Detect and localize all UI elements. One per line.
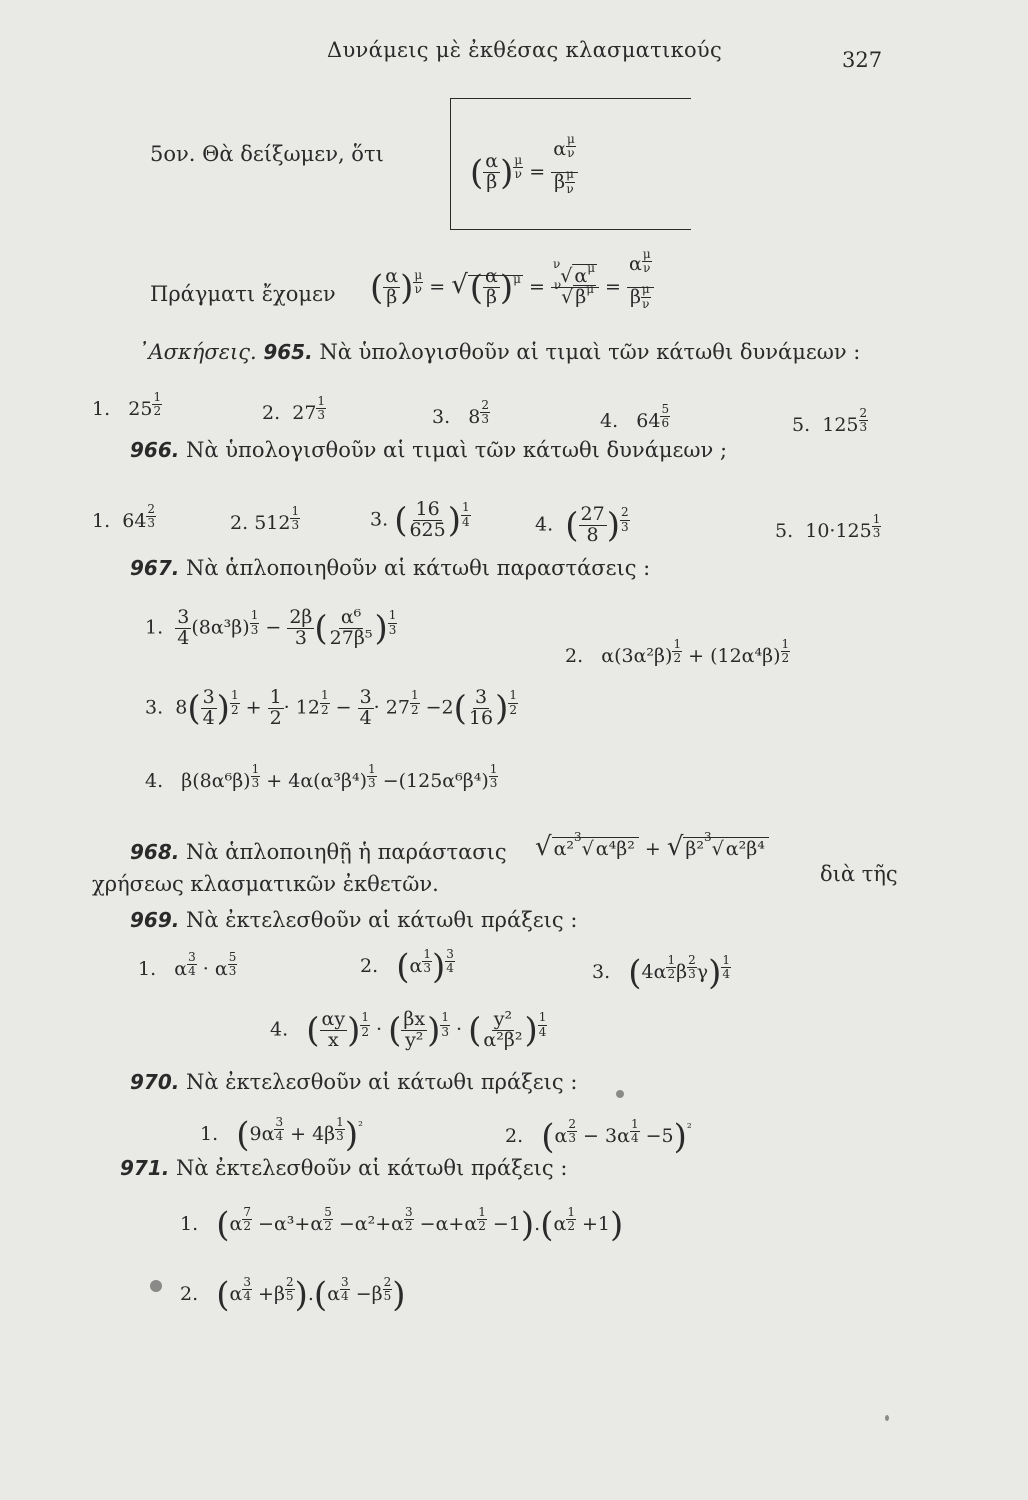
exercise-971-heading: 971. Νὰ ἐκτελεσθοῦν αἱ κάτωθι πράξεις :: [120, 1156, 568, 1180]
exercise-968-formula: √ α²$^3$√ α⁴β² + √ β²$^3$√ α²β⁴: [535, 832, 769, 862]
exercise-967-item-2: 2. α(3α²β) $\frac{1}{2}$ + (12α⁴β) $\frac{1}{2}$: [565, 637, 790, 667]
exercise-968-heading: 968. Νὰ ἁπλοποιηθῇ ἡ παράστασις: [130, 840, 507, 864]
scan-speck: [616, 1090, 624, 1098]
claim-line: [150, 142, 384, 166]
exercise-968-text: Νὰ ἁπλοποιηθῇ ἡ παράστασις: [186, 840, 507, 864]
running-header: Δυνάμεις μὲ ἐκθέσας κλασματικούς: [327, 38, 723, 62]
exercise-965-item-1: 1. 25 $\frac{1}{2}$: [92, 390, 162, 420]
scan-speck: [150, 1280, 162, 1292]
exercise-966-item-1: 1. 64 $\frac{2}{3}$: [92, 502, 156, 532]
exercise-967-item-4: 4. β(8α⁶β) $\frac{1}{3}$ + 4α(α³β⁴) $\frac{1}{3}$ −(125α⁶β⁴) $\frac{1}{3}$: [145, 762, 498, 792]
exercise-965-text: Νὰ ὑπολογισθοῦν αἱ τιμαὶ τῶν κάτωθι δυνάμεων :: [319, 340, 861, 364]
exercise-971-item-2: 2. (α $\frac{3}{4}$ +β $\frac{2}{5}$ ).(α $\frac{3}{4}$ −β $\frac{2}{5}$ ): [180, 1275, 406, 1315]
exercise-966-item-3: 3. ( $\frac{16}{625}$ ) $\frac{1}{4}$: [370, 498, 470, 541]
exercise-967-heading: 967. Νὰ ἁπλοποιηθοῦν αἱ κάτωθι παραστάσεις :: [130, 556, 651, 580]
exercise-965-heading: [138, 340, 860, 364]
exercise-970-text: Νὰ ἐκτελεσθοῦν αἱ κάτωθι πράξεις :: [186, 1070, 578, 1094]
exercise-968-tail: διὰ τῆς: [820, 862, 898, 886]
exercise-969-item-2: 2. (α $\frac{1}{3}$ ) $\frac{3}{4}$: [360, 947, 454, 987]
exercise-965-item-4: 4. 64 $\frac{5}{6}$: [600, 402, 670, 432]
page-number: 327: [842, 48, 883, 72]
exercise-965-item-5: 5. 125 $\frac{2}{3}$: [792, 406, 868, 436]
scan-speck: [885, 1415, 889, 1421]
exercise-971-text: Νὰ ἐκτελεσθοῦν αἱ κάτωθι πράξεις :: [176, 1156, 568, 1180]
exercise-968-line2: χρήσεως κλασματικῶν ἐκθετῶν.: [92, 872, 439, 896]
exercise-965-item-3: 3. 8 $\frac{2}{3}$: [432, 398, 489, 428]
exercise-966-text: Νὰ ὑπολογισθοῦν αἱ τιμαὶ τῶν κάτωθι δυνάμεων ;: [186, 438, 728, 462]
exercise-966-item-4: 4. ( $\frac{27}{8}$ ) $\frac{2}{3}$: [535, 503, 629, 546]
exercise-965-number: 965.: [263, 340, 313, 364]
theorem-formula: ( $\frac{\alpha}{\beta}$ ) $\frac{\mu}{\nu}$ = α $\frac{\mu}{\nu}$ β $\frac{\mu}{\nu}$: [470, 140, 578, 206]
exercise-966-heading: 966. Νὰ ὑπολογισθοῦν αἱ τιμαὶ τῶν κάτωθι δυνάμεων ;: [130, 438, 728, 462]
exercise-971-item-1: 1. (α $\frac{7}{2}$ −α³+α $\frac{5}{2}$ −α²+α $\frac{3}{2}$ −α+α $\frac{1}{2}$ −1).(α $\frac{1}{2}$ +1): [180, 1205, 624, 1245]
proof-formula: ( $\frac{\alpha}{\beta}$ ) $\frac{\mu}{\nu}$ = √( $\frac{\alpha}{\beta}$ )$^\mu$ = $\frac{^\nu√ \alpha^\mu}{^\nu√ \beta^\mu}$ = α $\frac{\mu}{\nu}$ β $\frac{\mu}{\nu}$: [370, 255, 654, 321]
exercise-967-text: Νὰ ἁπλοποιηθοῦν αἱ κάτωθι παραστάσεις :: [186, 556, 651, 580]
exercises-lead: ᾿Ασκήσεις.: [138, 340, 257, 364]
claim-text: Θὰ δείξωμεν, ὅτι: [202, 142, 384, 166]
exercise-969-item-4: 4. ( $\frac{\alpha y}{x}$ ) $\frac{1}{2}$ · ( $\frac{\beta x}{\text{y²}}$ ) $\frac{1}{3}$ · ( $\frac{\text{y²}}{\text{α²β²}}$ ) $\frac{1}{4}$: [270, 1008, 547, 1051]
exercise-970-item-1: 1. (9α $\frac{3}{4}$ + 4β $\frac{1}{3}$ )$^{^2}$: [200, 1115, 363, 1155]
exercise-970-item-2: 2. (α $\frac{2}{3}$ − 3α $\frac{1}{4}$ −5)$^{^2}$: [505, 1117, 692, 1157]
exercise-965-item-2: 2. 27 $\frac{1}{3}$: [262, 394, 326, 424]
proof-text: Πράγματι ἔχομεν: [150, 282, 336, 306]
exercise-969-text: Νὰ ἐκτελεσθοῦν αἱ κάτωθι πράξεις :: [186, 908, 578, 932]
exercise-966-item-5: 5. 10·125 $\frac{1}{3}$: [775, 512, 881, 542]
exercise-969-heading: 969. Νὰ ἐκτελεσθοῦν αἱ κάτωθι πράξεις :: [130, 908, 578, 932]
exercise-969-item-1: 1. α $\frac{3}{4}$ · α $\frac{5}{3}$: [138, 950, 237, 980]
exercise-970-heading: 970. Νὰ ἐκτελεσθοῦν αἱ κάτωθι πράξεις :: [130, 1070, 578, 1094]
exercise-967-item-1: 1. $\frac{3}{4}$ (8α³β) $\frac{1}{3}$ − $\frac{2\beta}{3}$ ( $\frac{\text{α⁶}}{\text{27β⁵}}$ ) $\frac{1}{3}$: [145, 606, 397, 649]
exercise-969-item-3: 3. (4α $\frac{1}{2}$ β $\frac{2}{3}$ γ) $\frac{1}{4}$: [592, 953, 730, 993]
claim-label: 5ον.: [150, 142, 196, 166]
exercise-966-item-2: 2. 512 $\frac{1}{3}$: [230, 504, 300, 534]
exercise-967-item-3: 3. 8( $\frac{3}{4}$ ) $\frac{1}{2}$ + $\frac{1}{2}$ · 12 $\frac{1}{2}$ − $\frac{3}{4}$ · 27 $\frac{1}{2}$ −2( $\frac{3}{16}$ ) $\frac{1}{2}$: [145, 686, 517, 729]
